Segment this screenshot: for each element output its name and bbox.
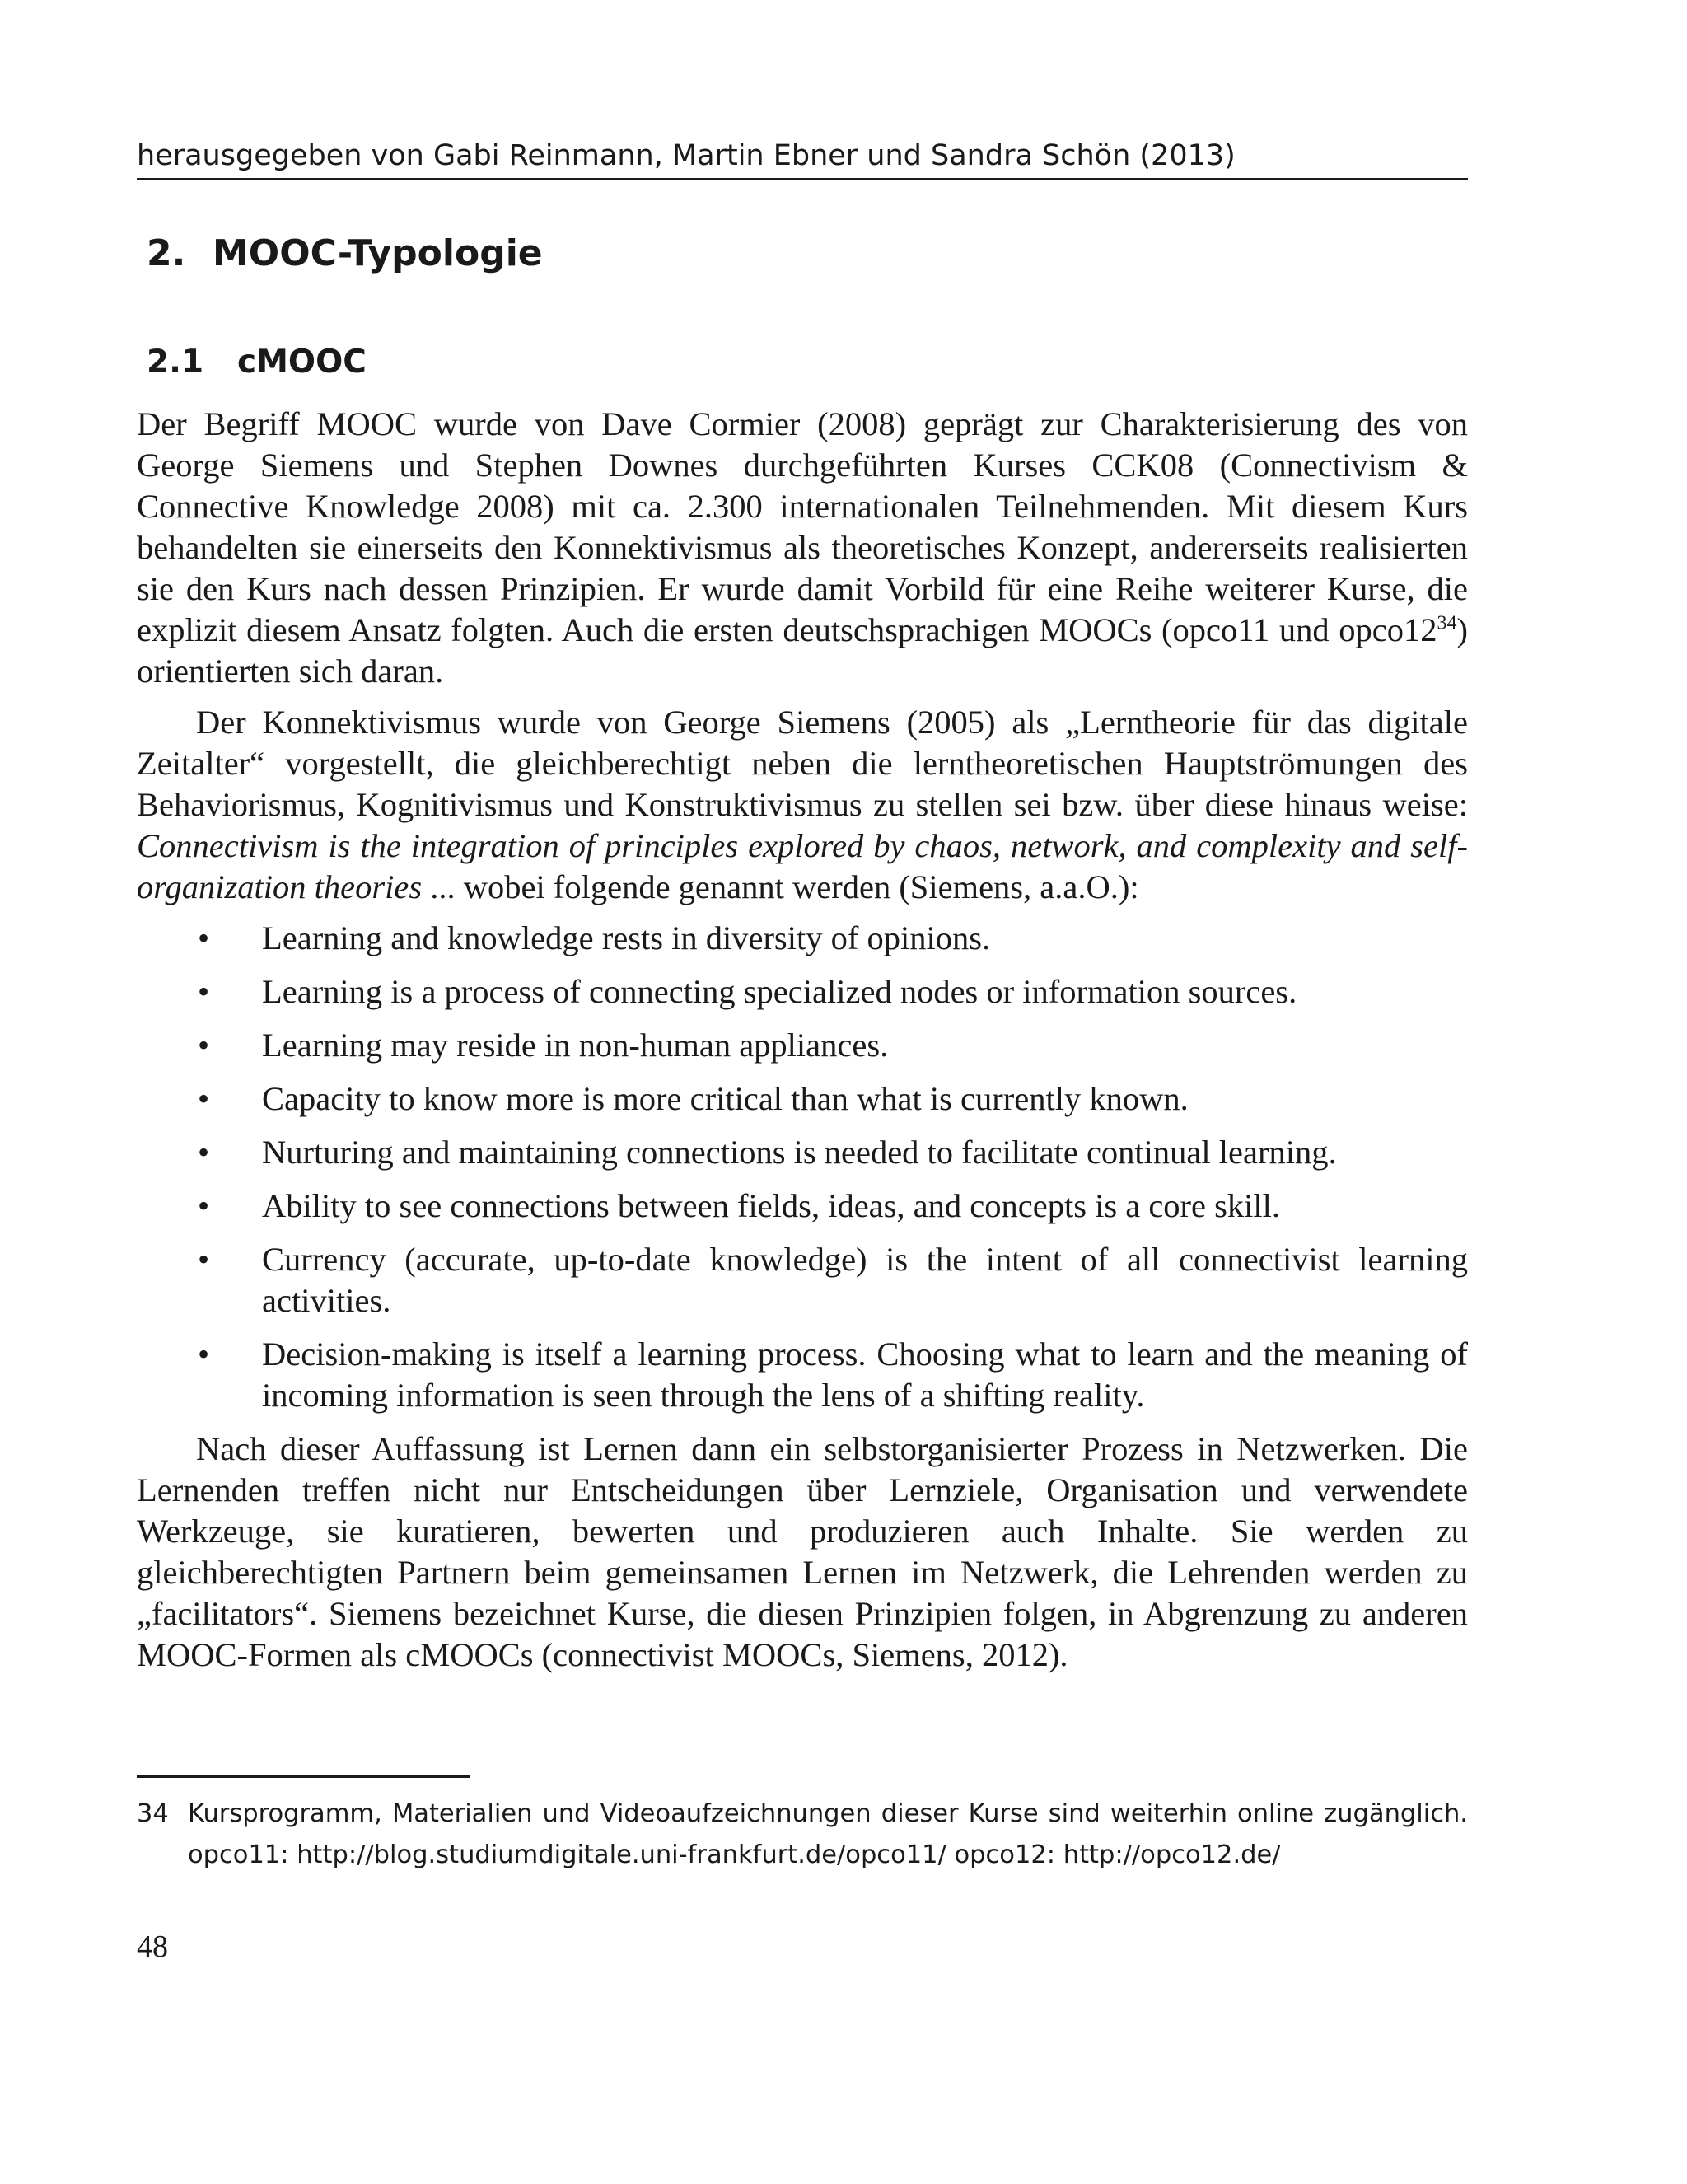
bullet-marker: • bbox=[198, 1027, 210, 1064]
section-heading bbox=[147, 229, 543, 278]
paragraph-1 bbox=[137, 404, 1468, 692]
list-item bbox=[137, 1132, 1468, 1173]
paragraph-1-tail: ) orientierten sich daran. bbox=[137, 611, 1468, 690]
paragraph-2 bbox=[137, 702, 1468, 908]
footnote-34 bbox=[137, 1793, 1468, 1876]
list-item bbox=[137, 1239, 1468, 1321]
list-item-text: Learning is a process of connecting specialized nodes or information sources. bbox=[262, 973, 1297, 1010]
bullet-marker: • bbox=[198, 1134, 210, 1171]
list-item bbox=[137, 971, 1468, 1012]
list-item bbox=[137, 1078, 1468, 1120]
bullet-marker: • bbox=[198, 973, 210, 1010]
list-item-text: Learning may reside in non-human appliances. bbox=[262, 1027, 889, 1064]
bullet-marker: • bbox=[198, 919, 210, 956]
list-item-text: Capacity to know more is more critical than what is currently known. bbox=[262, 1080, 1189, 1117]
list-item-text: Currency (accurate, up-to-date knowledge) is the intent of all connectivist learning activities. bbox=[262, 1241, 1468, 1319]
footnote-text: Kursprogramm, Materialien und Videoaufzeichnungen dieser Kurse sind weiterhin online zugänglich. opco11: http://blog.studiumdigitale.uni-frankfurt.de/opco11/ opco12: http://opco12.de/ bbox=[188, 1799, 1468, 1869]
subsection-title: cMOOC bbox=[237, 344, 367, 381]
page-number: 48 bbox=[137, 1929, 168, 1964]
bullet-marker: • bbox=[198, 1335, 210, 1373]
section-number: 2. bbox=[147, 232, 186, 274]
paragraph-2-tail: ... wobei folgende genannt werden (Siemens, a.a.O.): bbox=[422, 868, 1139, 905]
section-title: MOOC-Typologie bbox=[213, 232, 543, 274]
footnote-ref-34: 34 bbox=[1437, 612, 1457, 634]
list-item bbox=[137, 1186, 1468, 1227]
footnote-number: 34 bbox=[137, 1799, 169, 1828]
list-item bbox=[137, 918, 1468, 959]
bullet-marker: • bbox=[198, 1241, 210, 1278]
body-text bbox=[137, 404, 1468, 1676]
paragraph-2-quote: Connectivism is the integration of principles explored by chaos, network, and complexity and self-organization theories bbox=[137, 827, 1468, 905]
subsection-number: 2.1 bbox=[147, 344, 204, 381]
principles-list bbox=[137, 918, 1468, 1416]
bullet-marker: • bbox=[198, 1187, 210, 1224]
running-header: herausgegeben von Gabi Reinmann, Martin Ebner und Sandra Schön (2013) bbox=[137, 137, 1468, 180]
list-item bbox=[137, 1025, 1468, 1066]
list-item-text: Nurturing and maintaining connections is needed to facilitate continual learning. bbox=[262, 1134, 1337, 1171]
paragraph-2-text: Der Konnektivismus wurde von George Siemens (2005) als „Lerntheorie für das digitale Zeitalter“ vorgestellt, die gleichberechtigt neben die lerntheoretischen Hauptströmungen des Behaviorismus, Kognitivismus und Konstruktivismus zu stellen sei bzw. über diese hinaus weise: bbox=[137, 704, 1468, 823]
footnote-rule bbox=[137, 1775, 470, 1778]
list-item-text: Decision-making is itself a learning process. Choosing what to learn and the meaning of incoming information is seen through the lens of a shifting reality. bbox=[262, 1335, 1468, 1414]
paragraph-1-text: Der Begriff MOOC wurde von Dave Cormier (2008) geprägt zur Charakterisierung des von George Siemens und Stephen Downes durchgeführten Kurses CCK08 (Connectivism & Connective Knowledge 2008) mit ca. 2.300 internationalen Teilnehmenden. Mit diesem Kurs behandelten sie einerseits den Konnektivismus als theoretisches Konzept, andererseits realisierten sie den Kurs nach dessen Prinzipien. Er wurde damit Vorbild für eine Reihe weiterer Kurse, die explizit diesem Ansatz folgten. Auch die ersten deutschsprachigen MOOCs (opco11 und opco12 bbox=[137, 405, 1468, 648]
list-item-text: Learning and knowledge rests in diversity of opinions. bbox=[262, 919, 991, 956]
bullet-marker: • bbox=[198, 1080, 210, 1117]
list-item bbox=[137, 1334, 1468, 1416]
paragraph-3: Nach dieser Auffassung ist Lernen dann ein selbstorganisierter Prozess in Netzwerken. Die Lernenden treffen nicht nur Entscheidungen über Lernziele, Organisation und verwendete Werkzeuge, sie kuratieren, bewerten und produzieren auch Inhalte. Sie werden zu gleichberechtigten Partnern beim gemeinsamen Lernen im Netzwerk, die Lehrenden werden zu „facilitators“. Siemens bezeichnet Kurse, die diesen Prinzipien folgen, in Abgrenzung zu anderen MOOC-Formen als cMOOCs (connectivist MOOCs, Siemens, 2012). bbox=[137, 1430, 1468, 1673]
list-item-text: Ability to see connections between fields, ideas, and concepts is a core skill. bbox=[262, 1187, 1281, 1224]
subsection-heading bbox=[147, 339, 367, 386]
